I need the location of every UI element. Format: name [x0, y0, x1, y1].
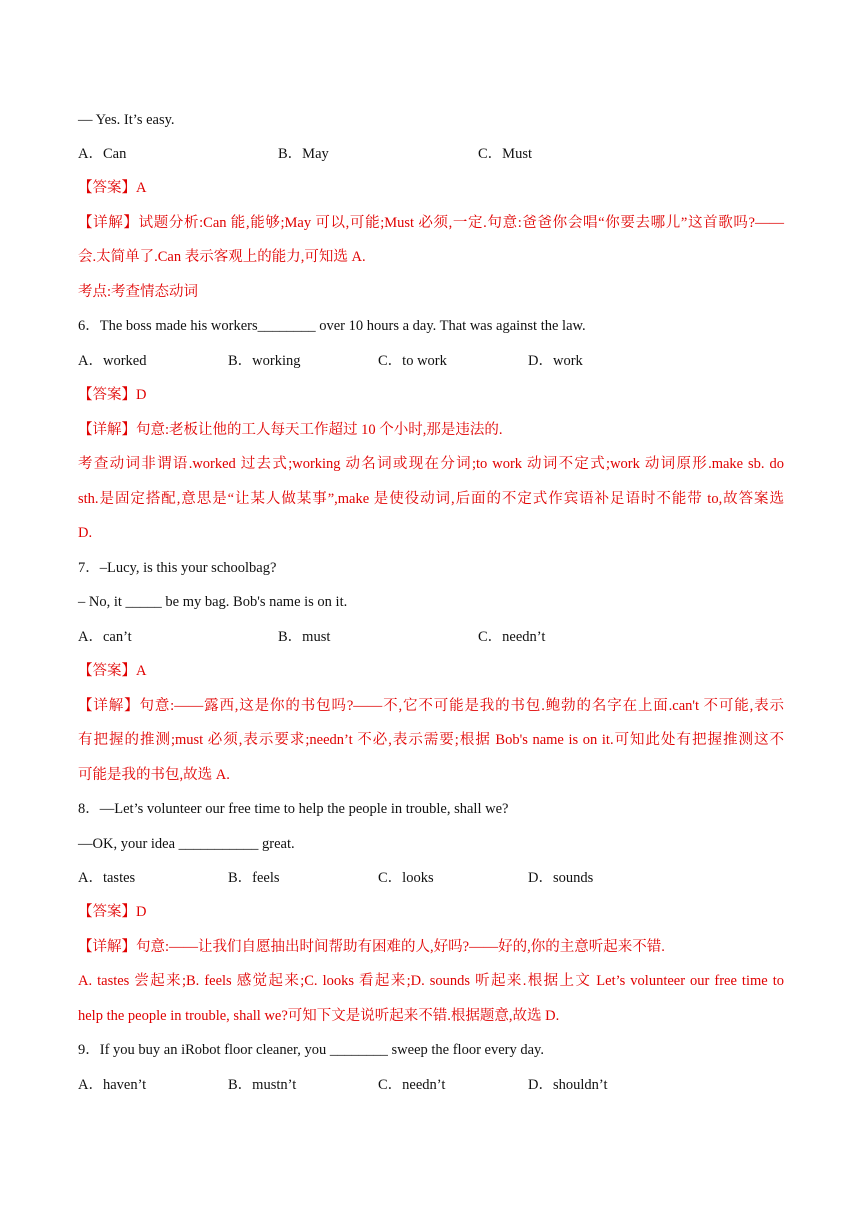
q6-option-c: C．to work — [378, 353, 447, 369]
q8-option-c: C．looks — [378, 870, 434, 886]
q5-option-c: C．Must — [478, 146, 532, 162]
q9-option-a: A．haven’t — [78, 1077, 147, 1093]
q9-question: 9．If you buy an iRobot floor cleaner, you ________ sweep the floor every day. — [78, 1042, 544, 1058]
q7-detail-line-3: 可能是我的书包,故选 A. — [78, 767, 230, 783]
q7-option-c: C．needn’t — [478, 629, 546, 645]
q5-point: 考点:考查情态动词 — [78, 284, 199, 300]
q6-option-b: B．working — [228, 353, 301, 369]
q8-question-line-1: 8．—Let’s volunteer our free time to help the people in trouble, shall we? — [78, 801, 509, 817]
q8-explain-line-1: A. tastes 尝起来;B. feels 感觉起来;C. looks 看起来;D. sounds 听起来.根据上文 Let’s volunteer our free time to — [78, 973, 784, 989]
q5-option-a: A．Can — [78, 146, 127, 162]
q7-option-a: A．can’t — [78, 629, 132, 645]
q6-option-d: D．work — [528, 353, 583, 369]
q8-question-line-2: —OK, your idea ___________ great. — [78, 836, 295, 852]
q6-detail-line-1: 【详解】句意:老板让他的工人每天工作超过 10 个小时,那是违法的. — [78, 422, 503, 438]
q6-option-a: A．worked — [78, 353, 147, 369]
q5-detail-line-2: 会.太简单了.Can 表示客观上的能力,可知选 A. — [78, 249, 366, 265]
q6-question: 6．The boss made his workers________ over 10 hours a day. That was against the law. — [78, 318, 586, 334]
q6-explain-line-2: sth.是固定搭配,意思是“让某人做某事”,make 是使役动词,后面的不定式作宾语补足语时不能带 to,故答案选 — [78, 491, 784, 507]
q7-question-line-2: – No, it _____ be my bag. Bob's name is on it. — [78, 594, 348, 610]
q8-detail-line-1: 【详解】句意:——让我们自愿抽出时间帮助有困难的人,好吗?——好的,你的主意听起来不错. — [78, 939, 665, 955]
q9-option-b: B．mustn’t — [228, 1077, 297, 1093]
q6-explain-line-3: D. — [78, 525, 93, 541]
q9-option-c: C．needn’t — [378, 1077, 446, 1093]
q7-answer: 【答案】A — [78, 663, 147, 679]
q6-explain-line-1: 考查动词非谓语.worked 过去式;working 动名词或现在分词;to work 动词不定式;work 动词原形.make sb. do — [78, 456, 784, 472]
q5-detail-line-1: 【详解】试题分析:Can 能,能够;May 可以,可能;Must 必须,一定.句意:爸爸你会唱“你要去哪儿”这首歌吗?—— — [78, 215, 784, 231]
q7-detail-line-1: 【详解】句意:——露西,这是你的书包吗?——不,它不可能是我的书包.鲍勃的名字在上面.can't 不可能,表示 — [78, 698, 784, 714]
q7-question-line-1: 7．–Lucy, is this your schoolbag? — [78, 560, 277, 576]
q8-option-b: B．feels — [228, 870, 280, 886]
q7-option-b: B．must — [278, 629, 331, 645]
q8-option-a: A．tastes — [78, 870, 136, 886]
q8-option-d: D．sounds — [528, 870, 594, 886]
q7-detail-line-2: 有把握的推测;must 必须,表示要求;needn’t 不必,表示需要;根据 Bob's name is on it.可知此处有把握推测这不 — [78, 732, 784, 748]
q8-explain-line-2: help the people in trouble, shall we?可知下文是说听起来不错.根据题意,故选 D. — [78, 1008, 560, 1024]
q5-option-b: B．May — [278, 146, 329, 162]
q5-answer: 【答案】A — [78, 180, 147, 196]
q8-answer: 【答案】D — [78, 904, 147, 920]
q5-dialog-answer: — Yes. It’s easy. — [78, 112, 175, 128]
q6-answer: 【答案】D — [78, 387, 147, 403]
q9-option-d: D．shouldn’t — [528, 1077, 608, 1093]
